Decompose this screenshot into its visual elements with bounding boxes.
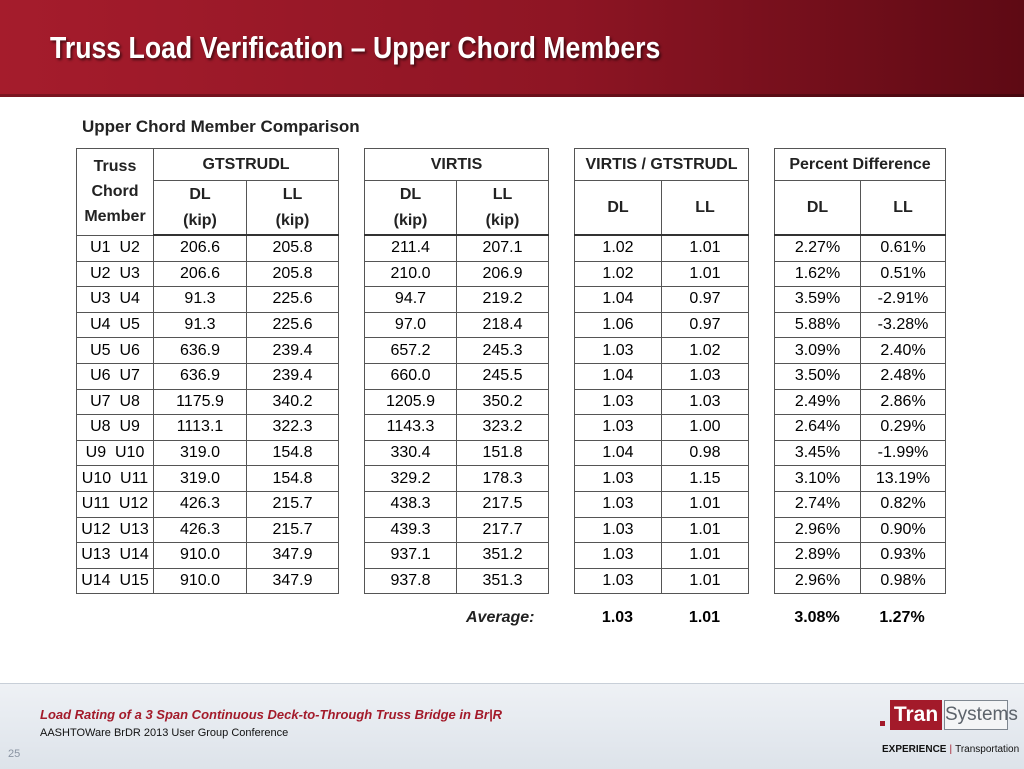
- table-row: [365, 312, 549, 338]
- ratio-ll-cell: 0.98: [662, 440, 749, 466]
- table-row: [77, 517, 339, 543]
- ratio-ll-cell: 1.00: [662, 415, 749, 441]
- unit-label: (kip): [393, 211, 428, 229]
- percent-dl-cell: 2.89%: [775, 543, 861, 569]
- percent-ll-cell: 0.93%: [861, 543, 946, 569]
- percent-ll-header: LL: [861, 181, 946, 236]
- gtstrudl-ll-cell: 215.7: [247, 517, 339, 543]
- ratio-dl-cell: 1.02: [575, 261, 662, 287]
- table-row: [365, 440, 549, 466]
- ratio-dl-cell: 1.06: [575, 312, 662, 338]
- percent-dl-header: DL: [775, 181, 861, 236]
- ratio-dl-cell: 1.03: [575, 517, 662, 543]
- percent-dl-cell: 3.50%: [775, 363, 861, 389]
- ratio-ll-cell: 1.03: [662, 363, 749, 389]
- footer-subtitle: AASHTOWare BrDR 2013 User Group Conference: [40, 727, 289, 739]
- ratio-dl-cell: 1.02: [575, 235, 662, 261]
- percent-ll-cell: 0.90%: [861, 517, 946, 543]
- footer-title: Load Rating of a 3 Span Continuous Deck-to-Through Truss Bridge in Br|R: [40, 707, 503, 722]
- ratio-ll-cell: 1.01: [662, 261, 749, 287]
- table-row: [365, 491, 549, 517]
- unit-label: (kip): [183, 211, 217, 229]
- member-cell: U10 U11: [77, 466, 154, 492]
- table-row: [77, 491, 339, 517]
- table-row: [365, 287, 549, 313]
- table-row: [77, 389, 339, 415]
- ratio-dl-cell: 1.04: [575, 440, 662, 466]
- table-row: [77, 235, 339, 261]
- percent-ll-cell: 0.61%: [861, 235, 946, 261]
- table-row: [77, 261, 339, 287]
- table-row: [775, 415, 946, 441]
- ratio-ll-cell: 1.15: [662, 466, 749, 492]
- virtis-ll-header: [457, 181, 549, 236]
- ratio-dl-cell: 1.03: [575, 415, 662, 441]
- virtis-dl-cell: 94.7: [365, 287, 457, 313]
- table-row: [365, 235, 549, 261]
- ratio-ll-cell: 1.02: [662, 338, 749, 364]
- ratio-ll-cell: 0.97: [662, 312, 749, 338]
- slide-title: Truss Load Verification – Upper Chord Members: [50, 30, 661, 65]
- average-label: Average:: [466, 609, 535, 626]
- gtstrudl-ll-cell: 225.6: [247, 287, 339, 313]
- virtis-dl-cell: 439.3: [365, 517, 457, 543]
- member-cell: U9 U10: [77, 440, 154, 466]
- table-row: [575, 440, 749, 466]
- gtstrudl-dl-cell: 91.3: [154, 312, 247, 338]
- virtis-dl-cell: 660.0: [365, 363, 457, 389]
- percent-ll-cell: 0.51%: [861, 261, 946, 287]
- percent-dl-cell: 2.74%: [775, 491, 861, 517]
- gtstrudl-dl-cell: 426.3: [154, 491, 247, 517]
- member-cell: U12 U13: [77, 517, 154, 543]
- average-pct-ll: 1.27%: [879, 609, 925, 626]
- table-row: [775, 338, 946, 364]
- table-row: [575, 363, 749, 389]
- gtstrudl-dl-cell: 1175.9: [154, 389, 247, 415]
- table-row: [575, 312, 749, 338]
- ll-label: LL: [492, 185, 513, 203]
- slide-footer: [0, 683, 1024, 769]
- tagline-bold: EXPERIENCE: [882, 744, 947, 755]
- member-column-header: [77, 149, 154, 236]
- virtis-dl-cell: 937.8: [365, 568, 457, 594]
- table-row: [575, 543, 749, 569]
- gtstrudl-ll-cell: 340.2: [247, 389, 339, 415]
- tagline-separator: |: [949, 744, 953, 755]
- table-row: [365, 466, 549, 492]
- table-row: [775, 363, 946, 389]
- ratio-table: [574, 148, 749, 594]
- percent-dl-cell: 2.64%: [775, 415, 861, 441]
- virtis-ll-cell: 206.9: [457, 261, 549, 287]
- gtstrudl-ll-cell: 225.6: [247, 312, 339, 338]
- virtis-table: [364, 148, 549, 594]
- virtis-ll-cell: 218.4: [457, 312, 549, 338]
- average-ratio-dl: 1.03: [601, 609, 634, 626]
- unit-label: (kip): [485, 211, 520, 229]
- ratio-dl-cell: 1.03: [575, 338, 662, 364]
- percent-ll-cell: 13.19%: [861, 466, 946, 492]
- gtstrudl-dl-cell: 910.0: [154, 568, 247, 594]
- percent-dl-cell: 2.96%: [775, 517, 861, 543]
- percent-ll-cell: -3.28%: [861, 312, 946, 338]
- percent-ll-cell: 2.48%: [861, 363, 946, 389]
- table-row: [575, 491, 749, 517]
- member-cell: U13 U14: [77, 543, 154, 569]
- ratio-dl-cell: 1.03: [575, 491, 662, 517]
- virtis-dl-cell: 657.2: [365, 338, 457, 364]
- ratio-ll-cell: 1.01: [662, 543, 749, 569]
- dl-label: DL: [189, 185, 211, 203]
- gtstrudl-ll-cell: 205.8: [247, 261, 339, 287]
- member-cell: U3 U4: [77, 287, 154, 313]
- virtis-ll-cell: 245.3: [457, 338, 549, 364]
- table-row: [77, 312, 339, 338]
- member-cell: U14 U15: [77, 568, 154, 594]
- ratio-ll-cell: 1.03: [662, 389, 749, 415]
- unit-label: (kip): [275, 211, 310, 229]
- member-head-line1: Truss: [93, 158, 137, 176]
- gtstrudl-ll-cell: 154.8: [247, 440, 339, 466]
- virtis-dl-cell: 97.0: [365, 312, 457, 338]
- percent-dl-cell: 2.27%: [775, 235, 861, 261]
- member-cell: U1 U2: [77, 235, 154, 261]
- percent-table: [774, 148, 946, 594]
- table-row: [365, 543, 549, 569]
- table-title: Upper Chord Member Comparison: [82, 117, 360, 136]
- percent-ll-cell: 0.82%: [861, 491, 946, 517]
- table-row: [775, 440, 946, 466]
- ratio-dl-cell: 1.04: [575, 363, 662, 389]
- table-row: [365, 338, 549, 364]
- gtstrudl-dl-cell: 636.9: [154, 363, 247, 389]
- gtstrudl-dl-cell: 426.3: [154, 517, 247, 543]
- ratio-dl-cell: 1.03: [575, 466, 662, 492]
- table-row: [775, 466, 946, 492]
- percent-dl-cell: 2.49%: [775, 389, 861, 415]
- virtis-ll-cell: 351.3: [457, 568, 549, 594]
- tagline-rest: Transportation: [955, 744, 1020, 755]
- gtstrudl-ll-cell: 322.3: [247, 415, 339, 441]
- percent-ll-cell: -2.91%: [861, 287, 946, 313]
- table-row: [77, 415, 339, 441]
- percent-ll-cell: 2.86%: [861, 389, 946, 415]
- virtis-ll-cell: 178.3: [457, 466, 549, 492]
- table-row: [575, 287, 749, 313]
- page-number: 25: [8, 748, 21, 760]
- table-row: [365, 261, 549, 287]
- virtis-dl-cell: 329.2: [365, 466, 457, 492]
- virtis-dl-cell: 330.4: [365, 440, 457, 466]
- virtis-ll-cell: 245.5: [457, 363, 549, 389]
- average-pct-dl: 3.08%: [794, 609, 840, 626]
- table-row: [77, 363, 339, 389]
- gtstrudl-dl-header: [154, 181, 247, 236]
- ratio-ll-cell: 1.01: [662, 491, 749, 517]
- virtis-dl-cell: 1143.3: [365, 415, 457, 441]
- gtstrudl-dl-cell: 91.3: [154, 287, 247, 313]
- gtstrudl-ll-cell: 239.4: [247, 338, 339, 364]
- virtis-ll-cell: 217.7: [457, 517, 549, 543]
- table-row: [365, 517, 549, 543]
- table-row: [775, 517, 946, 543]
- ratio-ll-cell: 1.01: [662, 568, 749, 594]
- average-ratio-ll: 1.01: [688, 609, 721, 626]
- gtstrudl-table: [76, 148, 339, 594]
- virtis-ll-cell: 217.5: [457, 491, 549, 517]
- table-row: [575, 338, 749, 364]
- table-row: [77, 287, 339, 313]
- slide-header: [0, 0, 1024, 97]
- table-row: [77, 440, 339, 466]
- percent-dl-cell: 2.96%: [775, 568, 861, 594]
- gtstrudl-ll-cell: 347.9: [247, 568, 339, 594]
- percent-ll-cell: 0.29%: [861, 415, 946, 441]
- virtis-dl-cell: 1205.9: [365, 389, 457, 415]
- table-row: [365, 568, 549, 594]
- table-row: [77, 543, 339, 569]
- ratio-dl-cell: 1.03: [575, 568, 662, 594]
- company-tagline: [882, 744, 1019, 755]
- dl-label: DL: [399, 185, 422, 203]
- table-row: [775, 261, 946, 287]
- table-row: [575, 466, 749, 492]
- member-cell: U11 U12: [77, 491, 154, 517]
- table-row: [365, 415, 549, 441]
- table-row: [775, 491, 946, 517]
- table-row: [775, 312, 946, 338]
- ratio-ll-cell: 1.01: [662, 235, 749, 261]
- ratio-ll-cell: 0.97: [662, 287, 749, 313]
- table-row: [575, 389, 749, 415]
- member-cell: U4 U5: [77, 312, 154, 338]
- gtstrudl-dl-cell: 319.0: [154, 466, 247, 492]
- table-row: [575, 517, 749, 543]
- member-head-line3: Member: [84, 208, 146, 226]
- percent-dl-cell: 1.62%: [775, 261, 861, 287]
- ratio-dl-header: DL: [575, 181, 662, 236]
- percent-dl-cell: 3.10%: [775, 466, 861, 492]
- table-row: [575, 261, 749, 287]
- member-cell: U8 U9: [77, 415, 154, 441]
- table-row: [575, 235, 749, 261]
- ratio-ll-header: LL: [662, 181, 749, 236]
- ratio-ll-cell: 1.01: [662, 517, 749, 543]
- member-cell: U2 U3: [77, 261, 154, 287]
- ratio-header: VIRTIS / GTSTRUDL: [575, 149, 749, 181]
- table-row: [365, 363, 549, 389]
- gtstrudl-dl-cell: 206.6: [154, 261, 247, 287]
- virtis-header: VIRTIS: [365, 149, 549, 181]
- member-cell: U7 U8: [77, 389, 154, 415]
- percent-dl-cell: 3.59%: [775, 287, 861, 313]
- percent-dl-cell: 3.09%: [775, 338, 861, 364]
- table-row: [365, 389, 549, 415]
- gtstrudl-ll-cell: 154.8: [247, 466, 339, 492]
- gtstrudl-dl-cell: 319.0: [154, 440, 247, 466]
- gtstrudl-ll-cell: 239.4: [247, 363, 339, 389]
- virtis-ll-cell: 207.1: [457, 235, 549, 261]
- member-cell: U6 U7: [77, 363, 154, 389]
- gtstrudl-dl-cell: 206.6: [154, 235, 247, 261]
- percent-dl-cell: 5.88%: [775, 312, 861, 338]
- ll-label: LL: [282, 185, 303, 203]
- ratio-dl-cell: 1.03: [575, 389, 662, 415]
- gtstrudl-dl-cell: 910.0: [154, 543, 247, 569]
- percent-header: Percent Difference: [775, 149, 946, 181]
- table-row: [775, 389, 946, 415]
- gtstrudl-ll-cell: 215.7: [247, 491, 339, 517]
- logo-dot-icon: [880, 721, 885, 726]
- member-head-line2: Chord: [91, 183, 139, 201]
- virtis-dl-cell: 210.0: [365, 261, 457, 287]
- virtis-ll-cell: 351.2: [457, 543, 549, 569]
- virtis-ll-cell: 350.2: [457, 389, 549, 415]
- virtis-ll-cell: 323.2: [457, 415, 549, 441]
- table-row: [575, 415, 749, 441]
- percent-ll-cell: 0.98%: [861, 568, 946, 594]
- gtstrudl-ll-cell: 347.9: [247, 543, 339, 569]
- virtis-ll-cell: 151.8: [457, 440, 549, 466]
- virtis-dl-cell: 438.3: [365, 491, 457, 517]
- percent-ll-cell: 2.40%: [861, 338, 946, 364]
- table-row: [77, 466, 339, 492]
- percent-dl-cell: 3.45%: [775, 440, 861, 466]
- table-row: [775, 287, 946, 313]
- table-row: [575, 568, 749, 594]
- logo-tran: Tran: [890, 700, 942, 730]
- gtstrudl-header: GTSTRUDL: [154, 149, 339, 181]
- ratio-dl-cell: 1.03: [575, 543, 662, 569]
- gtstrudl-dl-cell: 1113.1: [154, 415, 247, 441]
- table-row: [775, 235, 946, 261]
- percent-ll-cell: -1.99%: [861, 440, 946, 466]
- gtstrudl-dl-cell: 636.9: [154, 338, 247, 364]
- table-row: [77, 338, 339, 364]
- virtis-dl-cell: 211.4: [365, 235, 457, 261]
- virtis-dl-header: [365, 181, 457, 236]
- logo-systems: Systems: [944, 700, 1008, 730]
- member-cell: U5 U6: [77, 338, 154, 364]
- table-row: [77, 568, 339, 594]
- table-row: [775, 568, 946, 594]
- gtstrudl-ll-cell: 205.8: [247, 235, 339, 261]
- ratio-dl-cell: 1.04: [575, 287, 662, 313]
- virtis-dl-cell: 937.1: [365, 543, 457, 569]
- table-row: [775, 543, 946, 569]
- virtis-ll-cell: 219.2: [457, 287, 549, 313]
- gtstrudl-ll-header: [247, 181, 339, 236]
